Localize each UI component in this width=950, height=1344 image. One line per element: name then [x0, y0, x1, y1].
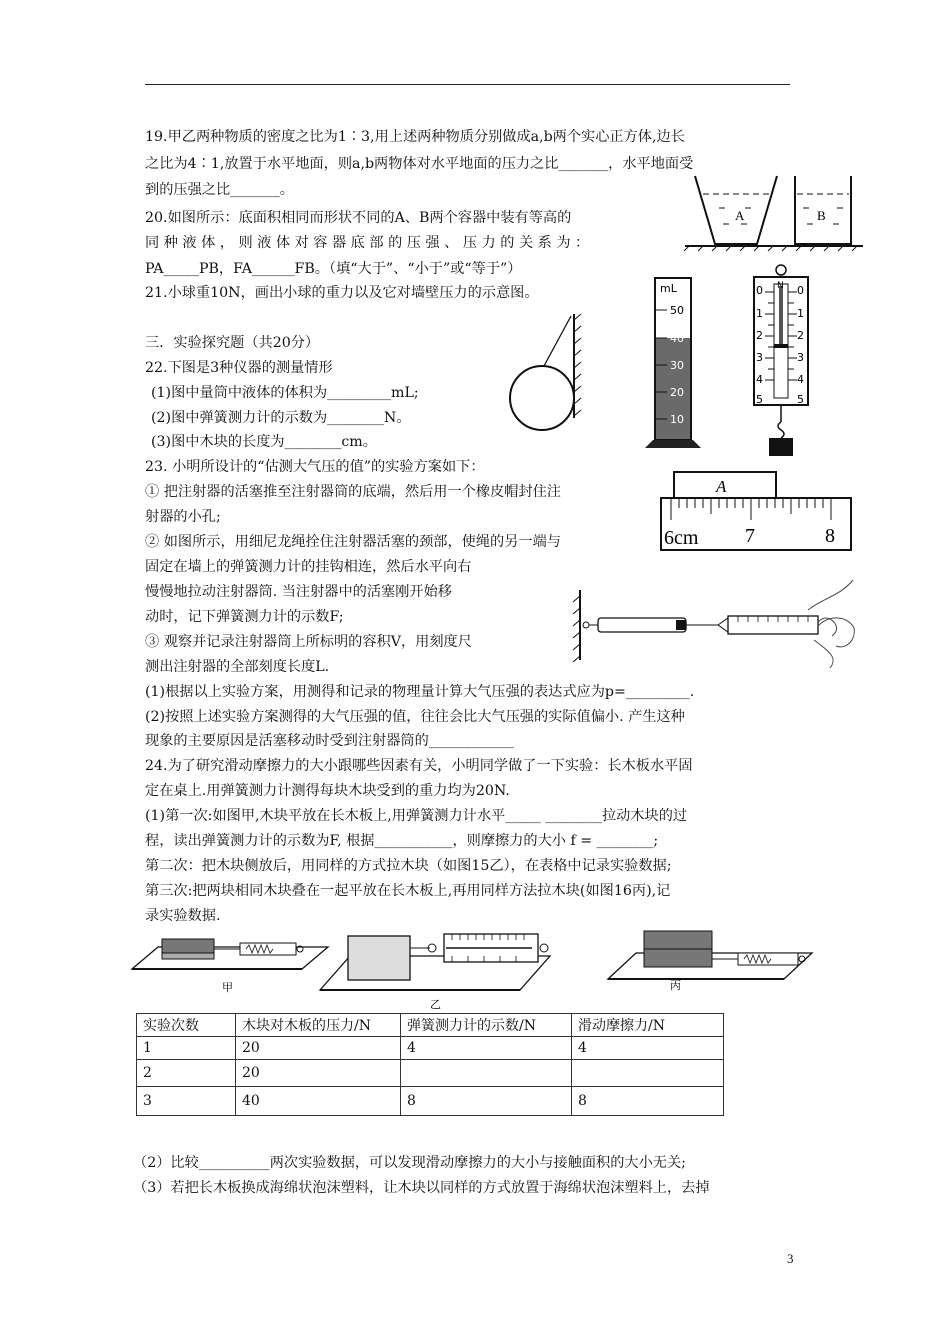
q24-line1: 24.为了研究滑动摩擦力的大小跟哪些因素有关，小明同学做了一下实验：长木板水平固 — [145, 758, 693, 774]
table-cell: 1 — [137, 1037, 236, 1060]
table-cell — [572, 1060, 724, 1087]
q20-line1: 20.如图所示：底面积相同而形状不同的A、B两个容器中装有等高的 — [145, 210, 572, 226]
experiment-data-table — [136, 1013, 724, 1116]
friction-figure-bing — [606, 925, 814, 995]
table-cell: 8 — [401, 1087, 572, 1116]
graduated-cylinder-figure — [643, 276, 705, 450]
q19-line3: 到的压强之比_______。 — [145, 182, 294, 198]
table-header-cell: 实验次数 — [137, 1014, 236, 1037]
q23-line2: ① 把注射器的活塞推至注射器筒的底端，然后用一个橡皮帽封住注 — [145, 484, 561, 500]
cylinder-tick-20: 20 — [670, 386, 684, 399]
q24-sub2: （2）比较__________两次实验数据，可以发现滑动摩擦力的大小与接触面积的大小无关; — [133, 1155, 686, 1171]
ball-wall-figure — [508, 310, 588, 438]
cylinder-tick-50: 50 — [670, 304, 684, 317]
table-cell: 4 — [572, 1037, 724, 1060]
q22-item3: (3)图中木块的长度为________cm。 — [151, 434, 377, 450]
q23-line4: ② 如图所示，用细尼龙绳拴住注射器活塞的颈部，使绳的另一端与 — [145, 534, 561, 550]
table-row — [137, 1087, 724, 1116]
q22-item1: (1)图中量筒中液体的体积为_________mL; — [151, 385, 419, 401]
cylinder-unit: mL — [660, 282, 677, 295]
cylinder-tick-10: 10 — [670, 413, 684, 426]
q24-line7: 录实验数据. — [145, 908, 221, 924]
scale-left-4: 4 — [756, 373, 763, 386]
q24-sub3: （3）若把长木板换成海绵状泡沫塑料，让木块以同样的方式放置于海绵状泡沫塑料上，去掉 — [133, 1180, 710, 1196]
ruler-label-7: 7 — [745, 525, 755, 547]
syringe-experiment-figure — [568, 570, 858, 670]
scale-right-2: 2 — [797, 329, 804, 342]
q23-line5: 固定在墙上的弹簧测力计的挂钩相连，然后水平向右 — [145, 559, 472, 575]
q23-line8: ③ 观察并记录注射器筒上所标明的容积V，用刻度尺 — [145, 634, 472, 650]
q19-line2: 之比为4∶1,放置于水平地面，则a,b两物体对水平地面的压力之比_______，水平地面受 — [145, 156, 694, 172]
container-a-label: A — [735, 208, 745, 223]
spring-scale-figure — [748, 262, 814, 458]
ruler-figure — [658, 470, 854, 552]
q20-line2: 同 种 液 体 ， 则 液 体 对 容 器 底 部 的 压 强 、 压 力 的 关 系 为 ： — [145, 235, 590, 251]
q21-line: 21.小球重10N，画出小球的重力以及它对墙壁压力的示意图。 — [145, 285, 539, 301]
table-cell: 3 — [137, 1087, 236, 1116]
caption-jia: 甲 — [222, 981, 233, 994]
scale-unit: N — [777, 281, 784, 291]
table-row — [137, 1060, 724, 1087]
caption-bing: 丙 — [670, 979, 681, 992]
page-number: 3 — [787, 1251, 794, 1266]
section-three-title: 三．实验探究题（共20分） — [145, 335, 320, 351]
q23-sub2-line1: (2)按照上述实验方案测得的大气压强的值，往往会比大气压强的实际值偏小. 产生这种 — [145, 709, 685, 725]
scale-left-2: 2 — [756, 329, 763, 342]
friction-figure-yi — [318, 928, 552, 1014]
table-cell: 40 — [236, 1087, 401, 1116]
q23-line9: 测出注射器的全部刻度长度L. — [145, 659, 330, 675]
q23-sub2-line2: 现象的主要原因是活塞移动时受到注射器筒的____________ — [145, 733, 514, 749]
q22-line: 22.下图是3种仪器的测量情形 — [145, 360, 333, 376]
q24-line6: 第三次:把两块相同木块叠在一起平放在长木板上,再用同样方法拉木块(如图16丙),记 — [145, 883, 671, 899]
table-row — [137, 1037, 724, 1060]
ruler-label-8: 8 — [825, 525, 835, 547]
table-cell: 8 — [572, 1087, 724, 1116]
q23-line1: 23. 小明所设计的“估测大气压的值”的实验方案如下： — [145, 459, 485, 475]
table-cell: 20 — [236, 1037, 401, 1060]
scale-left-1: 1 — [756, 307, 763, 320]
q20-line3: PA_____PB，FA______FB。（填“大于”、“小于”或“等于”） — [145, 261, 522, 277]
friction-figure-jia — [130, 935, 330, 997]
caption-yi: 乙 — [430, 998, 441, 1011]
scale-right-4: 4 — [797, 373, 804, 386]
q23-sub1: (1)根据以上实验方案，用测得和记录的物理量计算大气压强的表达式应为p=_________. — [145, 684, 695, 700]
table-cell: 20 — [236, 1060, 401, 1087]
containers-figure — [683, 172, 865, 252]
scale-right-3: 3 — [797, 351, 804, 364]
scale-right-1: 1 — [797, 307, 804, 320]
table-cell: 4 — [401, 1037, 572, 1060]
q24-line3: (1)第一次:如图甲,木块平放在长木板上,用弹簧测力计水平_____ ________拉动木块的过 — [145, 808, 688, 824]
q22-item2: (2)图中弹簧测力计的示数为________N。 — [151, 410, 411, 426]
scale-right-0: 0 — [797, 284, 804, 297]
container-b-label: B — [817, 208, 826, 223]
q23-line3: 射器的小孔; — [145, 509, 221, 525]
table-header-cell: 木块对木板的压力/N — [236, 1014, 401, 1037]
table-cell: 2 — [137, 1060, 236, 1087]
scale-right-5: 5 — [797, 393, 804, 406]
scale-left-5: 5 — [756, 393, 763, 406]
q19-line1: 19.甲乙两种物质的密度之比为1∶3,用上述两种物质分别做成a,b两个实心正方体,边长 — [145, 129, 685, 145]
ruler-block-label: A — [716, 477, 727, 496]
scale-left-3: 3 — [756, 351, 763, 364]
ruler-label-6cm: 6cm — [664, 527, 699, 549]
scale-left-0: 0 — [756, 284, 763, 297]
header-rule — [145, 84, 790, 85]
cylinder-tick-40: 40 — [670, 332, 684, 345]
q23-line6: 慢慢地拉动注射器筒. 当注射器中的活塞刚开始移 — [145, 584, 452, 600]
table-header-cell: 滑动摩擦力/N — [572, 1014, 724, 1037]
q24-line2: 定在桌上.用弹簧测力计测得每块木块受到的重力均为20N. — [145, 783, 510, 799]
q24-line5: 第二次：把木块侧放后，用同样的方式拉木块（如图15乙），在表格中记录实验数据; — [145, 858, 672, 874]
table-cell — [401, 1060, 572, 1087]
q23-line7: 动时，记下弹簧测力计的示数F; — [145, 609, 344, 625]
cylinder-tick-30: 30 — [670, 359, 684, 372]
table-header-row — [137, 1014, 724, 1037]
q24-line4: 程，读出弹簧测力计的示数为F, 根据___________，则摩擦力的大小 f = ________; — [145, 833, 659, 849]
table-header-cell: 弹簧测力计的示数/N — [401, 1014, 572, 1037]
